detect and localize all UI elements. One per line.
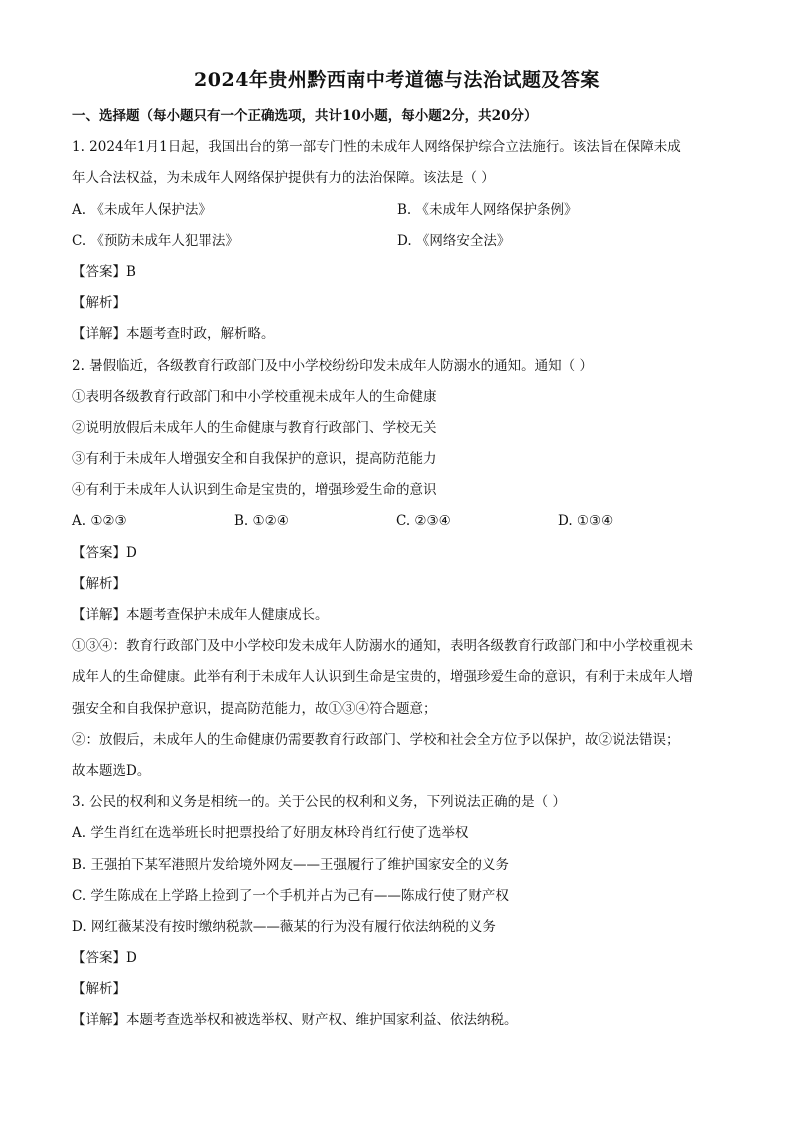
question-1-option-d: D. 《网络安全法》 [397,232,511,249]
question-2-explain-line-3: 强安全和自我保护意识，提高防范能力，故①③④符合题意； [72,700,437,717]
section-heading: 一、选择题（每小题只有一个正确选项，共计10小题，每小题2分，共20分） [72,108,538,124]
question-2-explain-line-1: ①③④：教育行政部门及中小学校印发未成年人防溺水的通知，表明各级教育行政部门和中小学校重视未 [72,638,693,655]
document-body [72,101,722,1037]
question-3-option-d: D. 网红薇某没有按时缴纳税款——薇某的行为没有履行依法纳税的义务 [72,918,496,935]
question-1-options-row-1 [72,195,722,226]
question-1-option-c: C. 《预防未成年人犯罪法》 [72,232,239,249]
question-3-option-b: B. 王强拍下某军港照片发给境外网友——王强履行了维护国家安全的义务 [72,856,510,873]
question-3-option-c: C. 学生陈成在上学路上捡到了一个手机并占为己有——陈成行使了财产权 [72,887,509,904]
question-2-option-a: A. ①②③ [72,513,127,530]
question-1-answer: 【答案】B [72,263,136,280]
question-2-statement-3: ③有利于未成年人增强安全和自我保护的意识，提高防范能力 [72,451,437,468]
question-3-answer: 【答案】D [72,950,137,967]
question-1-option-b: B. 《未成年人网络保护条例》 [397,201,578,218]
question-2-analysis: 【解析】 [72,575,126,592]
question-2-option-d: D. ①③④ [558,513,614,530]
question-1-detail: 【详解】本题考查时政，解析略。 [72,326,275,343]
question-2-detail: 【详解】本题考查保护未成年人健康成长。 [72,607,329,623]
question-2-statement-1: ①表明各级教育行政部门和中小学校重视未成年人的生命健康 [72,388,437,405]
question-2-option-c: C. ②③④ [396,513,451,530]
question-2-option-b: B. ①②④ [234,513,289,530]
question-3-analysis: 【解析】 [72,981,126,998]
question-2-statement-4: ④有利于未成年人认识到生命是宝贵的，增强珍爱生命的意识 [72,482,437,499]
question-1-stem-line-1: 1. 2024年1月1日起，我国出台的第一部专门性的未成年人网络保护综合立法施行。该法旨在保障未成 [72,139,681,156]
question-1-stem-line-2: 年人合法权益，为未成年人网络保护提供有力的法治保障。该法是（ ） [72,170,495,187]
question-1-analysis: 【解析】 [72,295,126,312]
question-3-detail: 【详解】本题考查选举权和被选举权、财产权、维护国家利益、依法纳税。 [72,1012,518,1029]
question-2-explain-line-5: 故本题选D。 [72,762,151,779]
question-1-option-a: A. 《未成年人保护法》 [72,201,212,218]
question-3-option-a: A. 学生肖红在选举班长时把票投给了好朋友林玲肖红行使了选举权 [72,825,469,842]
question-2-explain-line-2: 成年人的生命健康。此举有利于未成年人认识到生命是宝贵的，增强珍爱生命的意识，有利于未成年人增 [72,669,693,686]
question-3-stem: 3. 公民的权利和义务是相统一的。关于公民的权利和义务，下列说法正确的是（ ） [72,794,566,811]
question-2-stem: 2. 暑假临近，各级教育行政部门及中小学校纷纷印发未成年人防溺水的通知。通知（ ） [72,357,593,374]
question-2-answer: 【答案】D [72,544,137,561]
question-2-explain-line-4: ②：放假后，未成年人的生命健康仍需要教育行政部门、学校和社会全方位予以保护，故②说法错误； [72,731,680,748]
question-2-statement-2: ②说明放假后未成年人的生命健康与教育行政部门、学校无关 [72,419,437,436]
question-2-options-row [72,506,722,537]
document-title: 2024年贵州黔西南中考道德与法治试题及答案 [194,69,600,91]
question-1-options-row-2 [72,226,722,257]
